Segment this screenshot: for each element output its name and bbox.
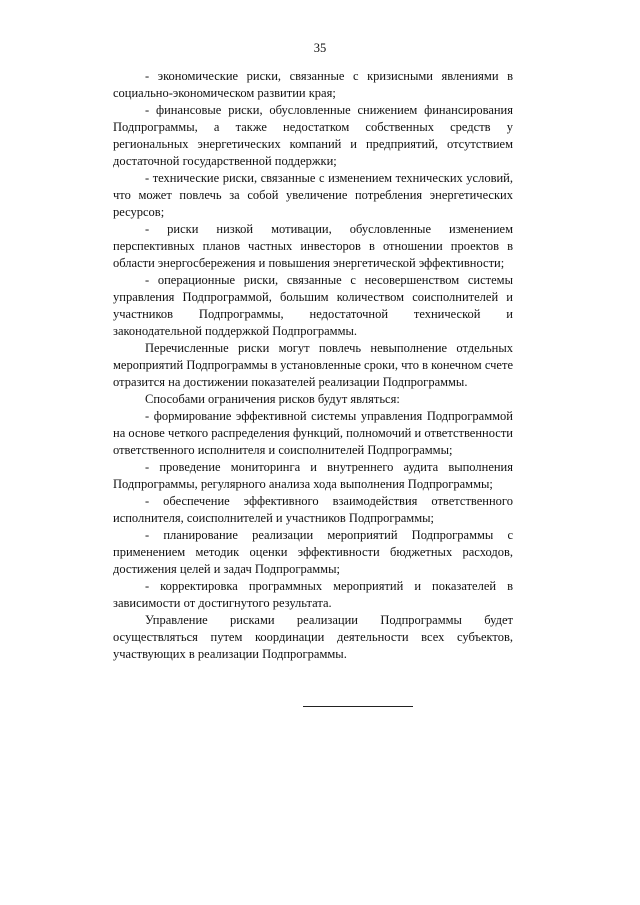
document-body [113, 68, 513, 663]
paragraph-mitigation-monitoring: - проведение мониторинга и внутреннего аудита выполнения Подпрограммы, регулярного анализа хода выполнения Подпрограммы; [113, 460, 513, 491]
paragraph-mitigation-intro: Способами ограничения рисков будут являться: [145, 392, 400, 406]
page-number: 35 [313, 41, 327, 55]
end-divider [303, 706, 413, 707]
paragraph-financial-risks: - финансовые риски, обусловленные снижением финансирования Подпрограммы, а также недостатком собственных средств у региональных энергетических компаний и предприятий, отсутствием достаточной государственной поддержки; [113, 103, 513, 168]
paragraph-risk-management: Управление рисками реализации Подпрограммы будет осуществляться путем координации деятельности всех субъектов, участвующих в реализации Подпрограммы. [113, 613, 513, 661]
paragraph-economic-risks: - экономические риски, связанные с кризисными явлениями в социально-экономическом развитии края; [113, 69, 513, 100]
paragraph-motivation-risks: - риски низкой мотивации, обусловленные изменением перспективных планов частных инвесторов в отношении проектов в области энергосбережения и повышения энергетической эффективности; [113, 222, 513, 270]
paragraph-mitigation-adjustment: - корректировка программных мероприятий и показателей в зависимости от достигнутого результата. [113, 579, 513, 610]
paragraph-mitigation-cooperation: - обеспечение эффективного взаимодействия ответственного исполнителя, соисполнителей и участников Подпрограммы; [113, 494, 513, 525]
paragraph-mitigation-planning: - планирование реализации мероприятий Подпрограммы с применением методик оценки эффективности бюджетных расходов, достижения целей и задач Подпрограммы; [113, 528, 513, 576]
paragraph-risk-consequences: Перечисленные риски могут повлечь невыполнение отдельных мероприятий Подпрограммы в установленные сроки, что в конечном счете отразится на достижении показателей реализации Подпрограммы. [113, 341, 513, 389]
paragraph-technical-risks: - технические риски, связанные с изменением технических условий, что может повлечь за собой увеличение потребления энергетических ресурсов; [113, 171, 513, 219]
paragraph-operational-risks: - операционные риски, связанные с несовершенством системы управления Подпрограммой, большим количеством соисполнителей и участников Подпрограммы, недостаточной технической и законодательной поддержкой Подпрограммы. [113, 273, 513, 338]
paragraph-mitigation-management-system: - формирование эффективной системы управления Подпрограммой на основе четкого распределения функций, полномочий и ответственности ответственного исполнителя и соисполнителей Подпрограммы; [113, 409, 513, 457]
